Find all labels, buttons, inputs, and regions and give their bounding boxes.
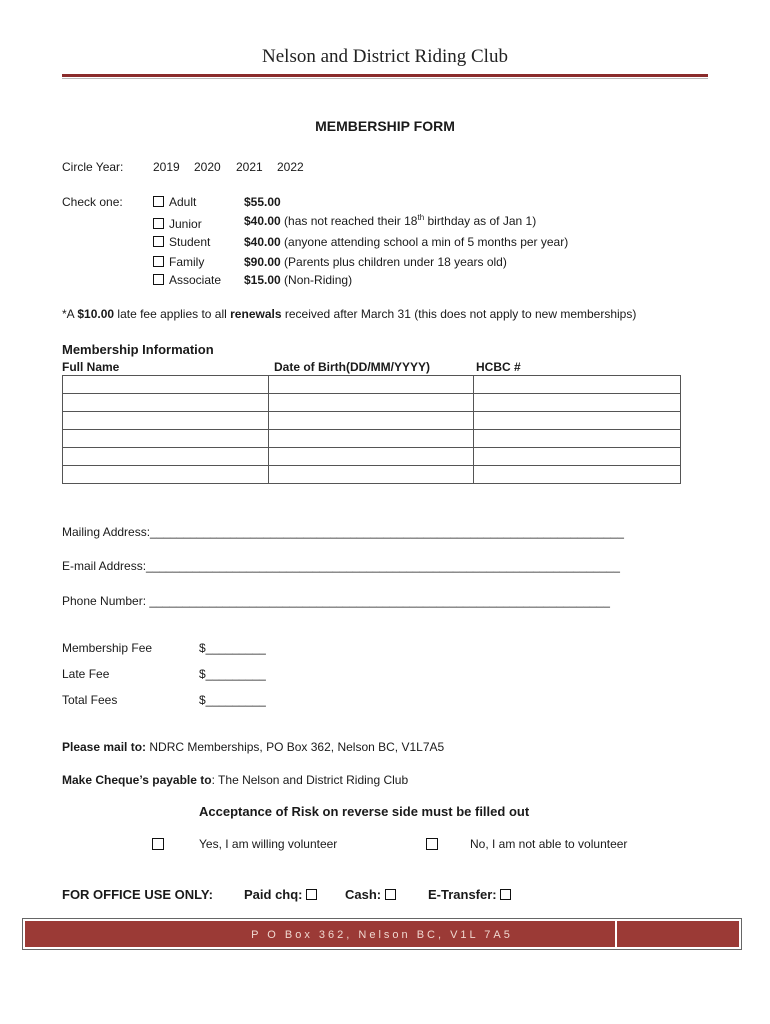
footer-page-cell xyxy=(615,921,739,947)
column-hcbc: HCBC # xyxy=(476,360,521,374)
hcbc-cell[interactable] xyxy=(474,394,681,412)
membership-option-adult[interactable] xyxy=(153,195,196,209)
membership-option-associate[interactable] xyxy=(153,273,221,287)
option-price-note xyxy=(244,235,568,249)
name-cell[interactable] xyxy=(63,376,269,394)
option-note: (anyone attending school a min of 5 months per year) xyxy=(284,235,569,249)
paid-cheque-checkbox[interactable] xyxy=(306,889,317,900)
dob-cell[interactable] xyxy=(268,448,474,466)
membership-option-family[interactable] xyxy=(153,255,204,269)
late-fee-text: *A xyxy=(62,307,78,321)
hcbc-cell[interactable] xyxy=(474,430,681,448)
option-price-note xyxy=(244,213,536,228)
email-address-line[interactable]: _______________________________________________________________________ xyxy=(146,559,620,573)
option-label: Student xyxy=(169,235,211,249)
late-fee-label: Late Fee xyxy=(62,667,110,681)
form-heading: MEMBERSHIP FORM xyxy=(315,118,455,134)
late-fee-text: received after March 31 (this does not apply to new memberships) xyxy=(281,307,637,321)
office-use-label: FOR OFFICE USE ONLY: xyxy=(62,887,213,902)
phone-number-label: Phone Number: xyxy=(62,594,150,608)
acceptance-of-risk-note: Acceptance of Risk on reverse side must be filled out xyxy=(199,804,530,819)
late-fee-amount: $10.00 xyxy=(77,307,115,321)
table-row xyxy=(63,430,681,448)
checkbox-icon[interactable] xyxy=(153,256,164,267)
volunteer-yes-checkbox[interactable] xyxy=(152,838,164,850)
option-price: $15.00 xyxy=(244,273,281,287)
circle-year-label: Circle Year: xyxy=(62,160,124,174)
cash-label: Cash: xyxy=(345,887,382,902)
volunteer-no-checkbox[interactable] xyxy=(426,838,438,850)
cash-checkbox[interactable] xyxy=(385,889,396,900)
dob-cell[interactable] xyxy=(268,466,474,484)
table-row xyxy=(63,412,681,430)
hcbc-cell[interactable] xyxy=(474,466,681,484)
dob-cell[interactable] xyxy=(268,394,474,412)
option-note: (Non-Riding) xyxy=(284,273,353,287)
club-title: Nelson and District Riding Club xyxy=(262,46,508,67)
name-cell[interactable] xyxy=(63,412,269,430)
checkbox-icon[interactable] xyxy=(153,274,164,285)
please-mail-value: NDRC Memberships, PO Box 362, Nelson BC, V1L7A5 xyxy=(146,740,445,754)
mailing-address-label: Mailing Address: xyxy=(62,525,151,539)
header-rule xyxy=(62,74,708,77)
mailing-address-line[interactable]: _______________________________________________________________________ xyxy=(150,525,624,539)
year-option[interactable]: 2022 xyxy=(277,160,304,174)
cheque-payable-line xyxy=(62,773,408,787)
option-label: Junior xyxy=(169,217,202,231)
etransfer-checkbox[interactable] xyxy=(500,889,511,900)
checkbox-icon[interactable] xyxy=(153,218,164,229)
name-cell[interactable] xyxy=(63,466,269,484)
table-row xyxy=(63,394,681,412)
option-label: Adult xyxy=(169,195,197,209)
membership-fee-label: Membership Fee xyxy=(62,641,153,655)
membership-fee-field[interactable]: $_________ xyxy=(199,641,266,655)
membership-table xyxy=(62,375,681,484)
check-one-label: Check one: xyxy=(62,195,123,209)
cheque-payable-label: Make Cheque’s payable to xyxy=(62,773,212,787)
cheque-payable-value: : The Nelson and District Riding Club xyxy=(211,773,409,787)
hcbc-cell[interactable] xyxy=(474,412,681,430)
paid-cheque-label: Paid chq: xyxy=(244,887,303,902)
phone-number-field[interactable] xyxy=(62,594,610,608)
total-fees-label: Total Fees xyxy=(62,693,118,707)
option-price: $40.00 xyxy=(244,235,281,249)
phone-number-line[interactable]: _____________________________________________________________________ xyxy=(149,594,610,608)
hcbc-cell[interactable] xyxy=(474,376,681,394)
checkbox-icon[interactable] xyxy=(153,196,164,207)
column-date-of-birth: Date of Birth(DD/MM/YYYY) xyxy=(274,360,430,374)
mailing-address-field[interactable] xyxy=(62,525,624,539)
footer-band xyxy=(25,921,739,947)
please-mail-line xyxy=(62,740,444,754)
email-address-label: E-mail Address: xyxy=(62,559,147,573)
dob-cell[interactable] xyxy=(268,430,474,448)
option-price-note xyxy=(244,255,507,269)
option-label: Family xyxy=(169,255,205,269)
table-row xyxy=(63,466,681,484)
hcbc-cell[interactable] xyxy=(474,448,681,466)
late-fee-field[interactable]: $_________ xyxy=(199,667,266,681)
header-rule-shadow xyxy=(62,78,708,79)
paid-cheque-option[interactable] xyxy=(244,887,322,902)
footer-address: P O Box 362, Nelson BC, V1L 7A5 xyxy=(251,929,513,941)
checkbox-icon[interactable] xyxy=(153,236,164,247)
table-row xyxy=(63,448,681,466)
late-fee-note xyxy=(62,307,636,321)
volunteer-no-label: No, I am not able to volunteer xyxy=(470,837,628,851)
name-cell[interactable] xyxy=(63,430,269,448)
option-note: birthday as of Jan 1) xyxy=(424,214,537,228)
dob-cell[interactable] xyxy=(268,412,474,430)
late-fee-text: late fee applies to all xyxy=(114,307,231,321)
membership-option-student[interactable] xyxy=(153,235,210,249)
option-label: Associate xyxy=(169,273,222,287)
column-full-name: Full Name xyxy=(62,360,120,374)
option-price: $90.00 xyxy=(244,255,281,269)
volunteer-yes-label: Yes, I am willing volunteer xyxy=(199,837,338,851)
table-row xyxy=(63,376,681,394)
option-price: $55.00 xyxy=(244,195,281,209)
dob-cell[interactable] xyxy=(268,376,474,394)
cash-option[interactable] xyxy=(345,887,401,902)
total-fees-field[interactable]: $_________ xyxy=(199,693,266,707)
option-note: (Parents plus children under 18 years old) xyxy=(284,255,507,269)
email-address-field[interactable] xyxy=(62,559,620,573)
year-option[interactable]: 2021 xyxy=(236,160,263,174)
membership-option-junior[interactable] xyxy=(153,217,202,231)
option-price: $40.00 xyxy=(244,214,281,228)
option-note-sup: th xyxy=(417,213,425,222)
option-price-note xyxy=(244,273,352,287)
etransfer-label: E-Transfer: xyxy=(428,887,497,902)
name-cell[interactable] xyxy=(63,394,269,412)
year-option[interactable]: 2019 xyxy=(153,160,180,174)
name-cell[interactable] xyxy=(63,448,269,466)
option-note: (has not reached their 18 xyxy=(284,214,418,228)
membership-section-title: Membership Information xyxy=(62,342,214,357)
footer-bar xyxy=(22,918,742,950)
please-mail-label: Please mail to: xyxy=(62,740,147,754)
late-fee-renewals: renewals xyxy=(230,307,282,321)
etransfer-option[interactable] xyxy=(428,887,516,902)
year-option[interactable]: 2020 xyxy=(194,160,221,174)
